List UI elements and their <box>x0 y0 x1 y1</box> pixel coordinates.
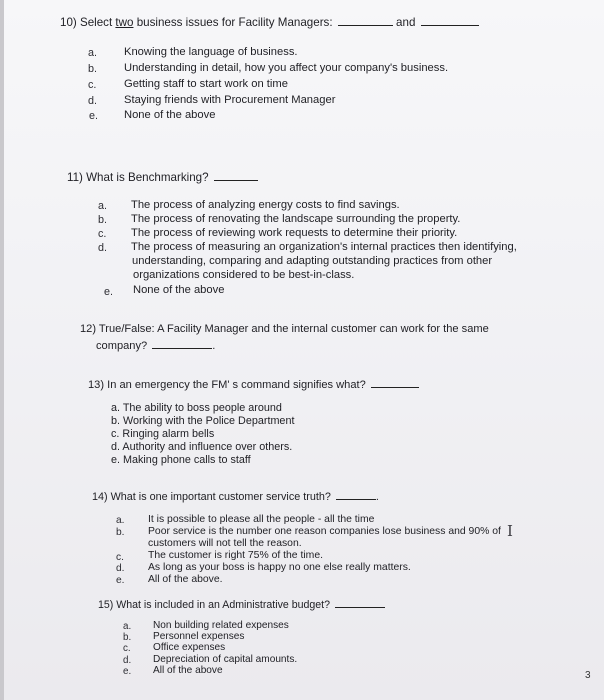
q15-question: 15) What is included in an Administrative budget? <box>98 597 385 611</box>
q10-option-letter: b. <box>88 63 98 75</box>
q10-option: Staying friends with Procurement Manager <box>124 94 336 106</box>
q14-option-letter: b. <box>116 527 125 538</box>
q14-question: 14) What is one important customer service truth? . <box>92 491 379 503</box>
q13-option: e. Making phone calls to staff <box>111 454 251 466</box>
page-number: 3 <box>585 670 591 681</box>
q11-option: None of the above <box>133 284 225 296</box>
q13-option: c. Ringing alarm bells <box>111 428 215 440</box>
q12-question-continued: company? . <box>96 340 216 352</box>
q15-option-letter: b. <box>123 632 132 643</box>
q11-option: The process of measuring an organization's internal practices then identifying, <box>131 241 517 253</box>
q11-option-letter: d. <box>98 242 108 254</box>
q15-option: Depreciation of capital amounts. <box>153 654 298 665</box>
q10-option-letter: a. <box>88 47 98 59</box>
q15-option: Non building related expenses <box>153 620 289 631</box>
q14-option-letter: a. <box>116 515 125 526</box>
q10-option: None of the above <box>124 109 216 121</box>
q10-option-letter: e. <box>89 110 99 122</box>
q14-option-continued: customers will not tell the reason. <box>148 538 302 549</box>
q11-option-letter: c. <box>98 228 107 240</box>
q11-option-letter: e. <box>104 286 114 298</box>
q15-blank <box>335 597 385 608</box>
q11-option-letter: a. <box>98 200 108 212</box>
q15-option-letter: e. <box>123 666 132 677</box>
q13-question: 13) In an emergency the FM' s command signifies what? <box>88 377 419 391</box>
q11-option-continued: understanding, comparing and adapting outstanding practices from other <box>132 255 493 267</box>
q15-option: Personnel expenses <box>153 631 245 642</box>
q11-option-letter: b. <box>98 214 108 226</box>
q11-option-continued: organizations considered to be best-in-class. <box>133 269 355 281</box>
q14-option: It is possible to please all the people - all the time <box>148 514 375 525</box>
q11-blank <box>214 170 258 181</box>
q14-option: The customer is right 75% of the time. <box>148 550 323 561</box>
q10-option-letter: c. <box>88 79 97 91</box>
q10-option: Knowing the language of business. <box>124 46 298 58</box>
q14-option-letter: c. <box>116 552 124 563</box>
q15-option-letter: c. <box>123 643 131 654</box>
q15-option: All of the above <box>153 665 223 676</box>
q15-option: Office expenses <box>153 642 226 653</box>
q11-question: 11) What is Benchmarking? <box>67 170 258 184</box>
page-edge <box>0 0 4 700</box>
q11-option: The process of renovating the landscape surrounding the property. <box>131 213 461 225</box>
q13-blank <box>371 377 419 388</box>
q14-option: All of the above. <box>148 574 223 585</box>
q14-blank <box>336 489 376 500</box>
q14-option-letter: e. <box>116 575 125 586</box>
q10-blank-1 <box>338 15 393 26</box>
q14-option-letter: d. <box>116 563 125 574</box>
q10-question: 10) Select two business issues for Facility Managers: and <box>60 15 479 29</box>
text-cursor-icon: I <box>507 522 513 540</box>
q12-question: 12) True/False: A Facility Manager and the internal customer can work for the same <box>80 323 489 335</box>
q11-option: The process of analyzing energy costs to find savings. <box>131 199 400 211</box>
q12-blank <box>152 338 212 349</box>
q13-option: b. Working with the Police Department <box>111 415 295 427</box>
q13-option: d. Authority and influence over others. <box>111 441 293 453</box>
q13-option: a. The ability to boss people around <box>111 402 282 414</box>
q10-option-letter: d. <box>88 95 98 107</box>
q14-option: As long as your boss is happy no one else really matters. <box>148 562 411 573</box>
q15-option-letter: d. <box>123 655 132 666</box>
q11-option: The process of reviewing work requests to determine their priority. <box>131 227 458 239</box>
q14-option: Poor service is the number one reason companies lose business and 90% of <box>148 526 501 537</box>
q10-option: Getting staff to start work on time <box>124 78 288 90</box>
q10-blank-2 <box>421 15 479 26</box>
q15-option-letter: a. <box>123 621 132 632</box>
q10-option: Understanding in detail, how you affect your company's business. <box>124 62 449 74</box>
